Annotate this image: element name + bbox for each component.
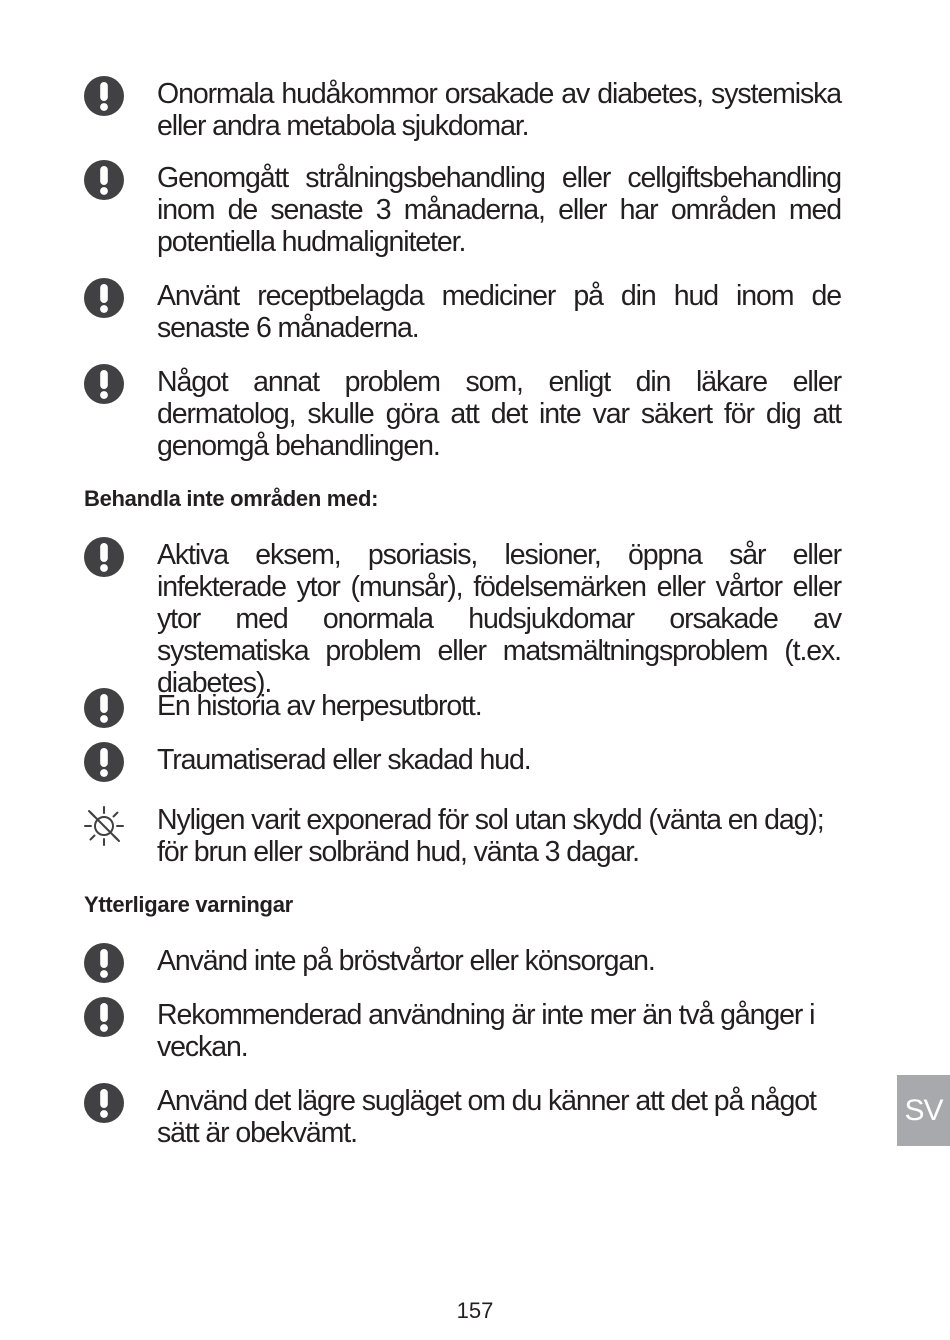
exclamation-icon — [83, 277, 125, 319]
warning-text: Något annat problem som, enligt din läkare eller dermatolog, skulle göra att det inte var säkert för dig att genomgå behandlingen. — [157, 366, 841, 462]
exclamation-icon — [83, 1082, 125, 1124]
exclamation-icon — [83, 687, 125, 729]
no-sun-icon — [83, 805, 125, 847]
exclamation-icon — [83, 363, 125, 405]
exclamation-icon — [83, 942, 125, 984]
exclamation-icon — [83, 996, 125, 1038]
area-text: En historia av herpesutbrott. — [157, 690, 482, 722]
exclamation-icon — [83, 75, 125, 117]
page-number: 157 — [456, 1298, 494, 1323]
exclamation-icon — [83, 536, 125, 578]
area-text: Aktiva eksem, psoriasis, lesioner, öppna sår eller infekterade ytor (munsår), födelsemärken eller vårtor eller ytor med onormala hudsjukdomar orsakade av systematiska problem eller matsmältningsproblem (t.ex. diabetes). — [157, 539, 841, 699]
exclamation-icon — [83, 741, 125, 783]
extra-warning-text: Använd inte på bröstvårtor eller könsorgan. — [157, 945, 655, 977]
area-text: Nyligen varit exponerad för sol utan skydd (vänta en dag); för brun eller solbränd hud, vänta 3 dagar. — [157, 804, 824, 868]
warning-text: Genomgått strålningsbehandling eller cellgiftsbehandling inom de senaste 3 månaderna, eller har områden med potentiella hudmaligniteter. — [157, 162, 841, 258]
section-heading-warnings: Ytterligare varningar — [84, 892, 293, 917]
section-heading-areas: Behandla inte områden med: — [84, 486, 379, 511]
exclamation-icon — [83, 159, 125, 201]
language-tab: SV — [897, 1075, 950, 1146]
warning-text: Onormala hudåkommor orsakade av diabetes, systemiska eller andra metabola sjukdomar. — [157, 78, 841, 142]
area-text: Traumatiserad eller skadad hud. — [157, 744, 531, 776]
extra-warning-text: Rekommenderad användning är inte mer än två gånger i veckan. — [157, 999, 815, 1063]
extra-warning-text: Använd det lägre sugläget om du känner att det på något sätt är obekvämt. — [157, 1085, 816, 1149]
warning-text: Använt receptbelagda mediciner på din hud inom de senaste 6 månaderna. — [157, 280, 841, 344]
